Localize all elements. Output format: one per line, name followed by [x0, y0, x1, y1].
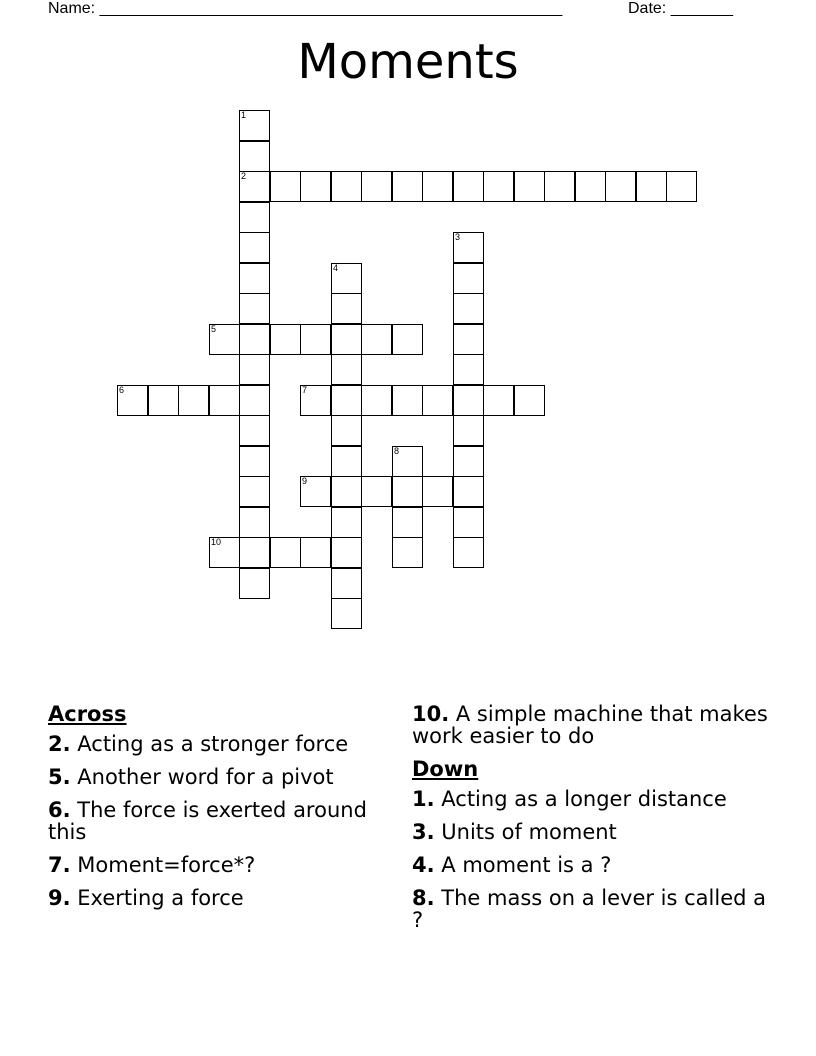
grid-cell[interactable]	[453, 415, 484, 446]
clue-text: A simple machine that makes work easier to do	[412, 702, 768, 748]
clue-number: 2.	[48, 732, 71, 756]
grid-cell[interactable]	[453, 537, 484, 568]
grid-cell-6[interactable]	[117, 385, 148, 416]
grid-cell[interactable]	[331, 415, 362, 446]
grid-cell[interactable]	[331, 171, 362, 202]
clue-text: Another word for a pivot	[77, 765, 334, 789]
clue-down-4	[412, 854, 782, 876]
clue-number-label: 3	[455, 232, 461, 242]
grid-cell[interactable]	[239, 202, 270, 233]
grid-cell-3[interactable]	[453, 232, 484, 263]
grid-cell[interactable]	[605, 171, 636, 202]
clue-text: Moment=force*?	[77, 853, 256, 877]
grid-cell-10[interactable]	[209, 537, 240, 568]
grid-cell[interactable]	[453, 476, 484, 507]
clue-number-label: 2	[241, 171, 247, 181]
grid-cell[interactable]	[331, 385, 362, 416]
clue-across-2	[48, 733, 393, 755]
grid-cell[interactable]	[514, 171, 545, 202]
clue-text: Exerting a force	[77, 886, 244, 910]
grid-cell[interactable]	[392, 171, 423, 202]
grid-cell[interactable]	[331, 507, 362, 538]
grid-cell[interactable]	[453, 263, 484, 294]
grid-cell[interactable]	[392, 537, 423, 568]
clue-text: Units of moment	[441, 820, 617, 844]
grid-cell[interactable]	[239, 354, 270, 385]
clue-across-5	[48, 766, 393, 788]
grid-cell[interactable]	[270, 324, 301, 355]
grid-cell[interactable]	[361, 385, 392, 416]
clue-down-1	[412, 788, 782, 810]
grid-cell[interactable]	[392, 385, 423, 416]
clue-down-3	[412, 821, 782, 843]
grid-cell[interactable]	[239, 507, 270, 538]
grid-cell[interactable]	[422, 171, 453, 202]
grid-cell-5[interactable]	[209, 324, 240, 355]
clue-number: 4.	[412, 853, 435, 877]
grid-cell-4[interactable]	[331, 263, 362, 294]
grid-cell[interactable]	[453, 293, 484, 324]
grid-cell[interactable]	[575, 171, 606, 202]
grid-cell[interactable]	[361, 324, 392, 355]
grid-cell[interactable]	[270, 537, 301, 568]
clues-left-column	[48, 703, 393, 920]
clue-number-label: 1	[241, 110, 247, 120]
grid-cell[interactable]	[239, 263, 270, 294]
grid-cell[interactable]	[239, 537, 270, 568]
grid-cell[interactable]	[331, 537, 362, 568]
page-title: Moments	[297, 34, 519, 90]
clue-number-label: 7	[302, 385, 308, 395]
grid-cell[interactable]	[361, 171, 392, 202]
grid-cell[interactable]	[331, 476, 362, 507]
grid-cell[interactable]	[331, 354, 362, 385]
grid-cell[interactable]	[331, 293, 362, 324]
clue-number-label: 4	[333, 263, 339, 273]
grid-cell[interactable]	[392, 476, 423, 507]
grid-cell[interactable]	[239, 385, 270, 416]
grid-cell[interactable]	[453, 385, 484, 416]
grid-cell[interactable]	[209, 385, 240, 416]
grid-cell[interactable]	[544, 171, 575, 202]
grid-cell[interactable]	[514, 385, 545, 416]
grid-cell[interactable]	[300, 537, 331, 568]
grid-cell-8[interactable]	[392, 446, 423, 477]
clue-across-10	[412, 703, 782, 747]
grid-cell[interactable]	[331, 446, 362, 477]
clue-number-label: 6	[119, 385, 125, 395]
grid-cell[interactable]	[239, 324, 270, 355]
grid-cell-7[interactable]	[300, 385, 331, 416]
grid-cell[interactable]	[300, 324, 331, 355]
grid-cell[interactable]	[239, 141, 270, 172]
down-heading: Down	[412, 757, 479, 781]
clue-number: 1.	[412, 787, 435, 811]
grid-cell[interactable]	[178, 385, 209, 416]
grid-cell[interactable]	[453, 354, 484, 385]
grid-cell[interactable]	[331, 598, 362, 629]
grid-cell[interactable]	[239, 476, 270, 507]
clue-text: The mass on a lever is called a ?	[412, 886, 767, 932]
clue-number-label: 8	[394, 446, 400, 456]
grid-cell[interactable]	[422, 385, 453, 416]
grid-cell[interactable]	[392, 507, 423, 538]
grid-cell[interactable]	[270, 171, 301, 202]
grid-cell[interactable]	[392, 324, 423, 355]
clue-down-8	[412, 887, 782, 931]
clue-text: A moment is a ?	[441, 853, 612, 877]
grid-cell[interactable]	[331, 324, 362, 355]
grid-cell-1[interactable]	[239, 110, 270, 141]
grid-cell[interactable]	[239, 446, 270, 477]
grid-cell[interactable]	[636, 171, 667, 202]
clue-number: 9.	[48, 886, 71, 910]
clue-text: Acting as a longer distance	[441, 787, 727, 811]
clue-number-label: 10	[211, 537, 222, 547]
grid-cell[interactable]	[483, 171, 514, 202]
grid-cell[interactable]	[239, 568, 270, 599]
date-field-line: Date: _______	[628, 0, 733, 17]
grid-cell[interactable]	[361, 476, 392, 507]
clue-across-6	[48, 799, 393, 843]
clue-number: 10.	[412, 702, 450, 726]
grid-cell[interactable]	[239, 293, 270, 324]
grid-cell-2[interactable]	[239, 171, 270, 202]
grid-cell[interactable]	[453, 507, 484, 538]
clue-number: 5.	[48, 765, 71, 789]
grid-cell[interactable]	[300, 171, 331, 202]
grid-cell[interactable]	[453, 171, 484, 202]
clue-number-label: 9	[302, 476, 308, 486]
clue-text: Acting as a stronger force	[77, 732, 349, 756]
grid-cell[interactable]	[239, 415, 270, 446]
grid-cell[interactable]	[239, 232, 270, 263]
clue-number: 8.	[412, 886, 435, 910]
clue-text: The force is exerted around this	[48, 798, 367, 844]
clue-number-label: 5	[211, 324, 217, 334]
clue-across-9	[48, 887, 393, 909]
worksheet-header	[0, 0, 816, 22]
grid-cell[interactable]	[483, 385, 514, 416]
grid-cell[interactable]	[453, 324, 484, 355]
grid-cell[interactable]	[331, 568, 362, 599]
grid-cell-9[interactable]	[300, 476, 331, 507]
clue-across-7	[48, 854, 393, 876]
grid-cell[interactable]	[666, 171, 697, 202]
grid-cell[interactable]	[422, 476, 453, 507]
grid-cell[interactable]	[148, 385, 179, 416]
clue-number: 6.	[48, 798, 71, 822]
clue-number: 3.	[412, 820, 435, 844]
clue-number: 7.	[48, 853, 71, 877]
clues-right-column	[412, 703, 782, 942]
name-field-line: Name: ____________________________________________________	[48, 0, 563, 17]
across-heading: Across	[48, 702, 127, 726]
grid-cell[interactable]	[453, 446, 484, 477]
